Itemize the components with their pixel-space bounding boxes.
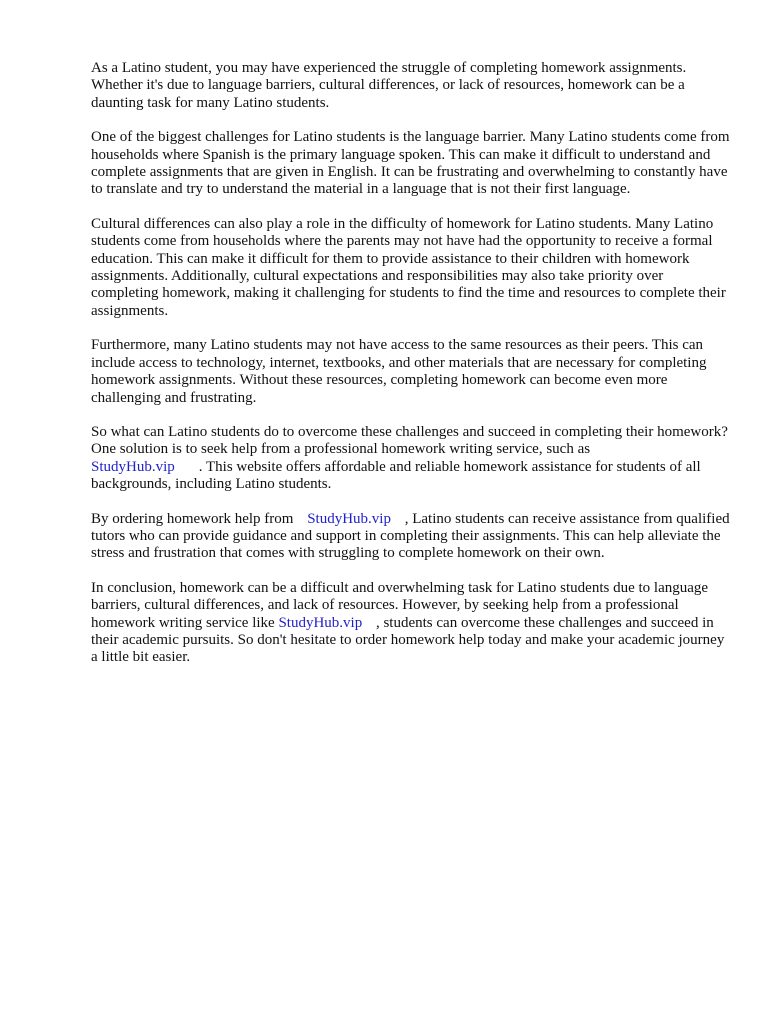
paragraph-conclusion-text-before: In conclusion, homework can be a difficult and overwhelming task for Latino students due to language barriers, cultural differences, and lack of resources. However, by seeking help from a professional homework writing service like [91, 579, 709, 631]
paragraph-ordering-text-after: , Latino students can receive assistance from qualified tutors who can provide guidance and support in completing their assignments. This can help alleviate the stress and frustration that comes with struggling to complete homework on their own. [91, 510, 730, 562]
studyhub-link-3[interactable]: StudyHub.vip [278, 614, 363, 631]
paragraph-solution-text-after: . This website offers affordable and reliable homework assistance for students of all backgrounds, including Latino students. [91, 458, 701, 493]
document-page [91, 60, 731, 684]
paragraph-intro: As a Latino student, you may have experienced the struggle of completing homework assignments. Whether it's due to language barriers, cultural differences, or lack of resources, homework can be a daunting task for many Latino students. [91, 60, 687, 111]
paragraph-cultural-differences: Cultural differences can also play a role in the difficulty of homework for Latino students. Many Latino students come from households where the parents may not have had the opportunity to receive a formal education. This can make it difficult for them to provide assistance to their children with homework assignments. Additionally, cultural expectations and responsibilities may also take priority over completing homework, making it challenging for students to find the time and resources to complete their assignments. [91, 215, 726, 319]
paragraph-language-barrier: One of the biggest challenges for Latino students is the language barrier. Many Latino students come from households where Spanish is the primary language spoken. This can make it difficult to understand and complete assignments that are given in English. It can be frustrating and overwhelming to constantly have to translate and try to understand the material in a language that is not their first language. [91, 129, 730, 198]
paragraph-resources: Furthermore, many Latino students may not have access to the same resources as their peers. This can include access to technology, internet, textbooks, and other materials that are necessary for completing homework assignments. Without these resources, completing homework can become even more challenging and frustrating. [91, 337, 707, 406]
paragraph-solution-text-before: So what can Latino students do to overcome these challenges and succeed in completing their homework? One solution is to seek help from a professional homework writing service, such as [91, 423, 728, 458]
studyhub-link-2[interactable]: StudyHub.vip [307, 510, 391, 527]
paragraph-ordering-text-before: By ordering homework help from [91, 510, 294, 527]
paragraph-conclusion-text-after: , students can overcome these challenges and succeed in their academic pursuits. So don't hesitate to order homework help today and make your academic journey a little bit easier. [91, 614, 725, 666]
paragraph-conclusion [91, 580, 731, 667]
paragraph-solution [91, 424, 731, 494]
paragraph-ordering [91, 511, 731, 563]
studyhub-link-1[interactable]: StudyHub.vip [91, 458, 175, 475]
